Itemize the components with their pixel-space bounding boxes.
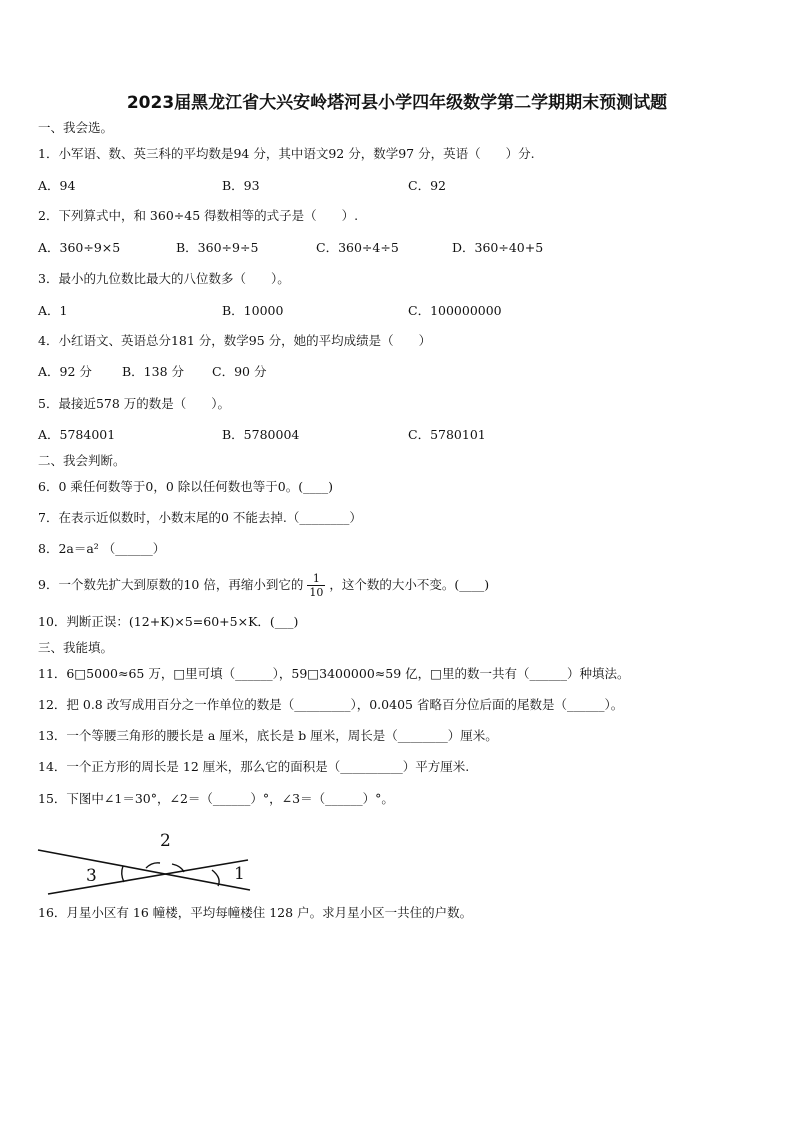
question-8: 8．2a＝a² （______） — [38, 541, 166, 556]
page-title: 2023届黑龙江省大兴安岭塔河县小学四年级数学第二学期期末预测试题 — [126, 93, 668, 113]
q1-option-b: B．93 — [222, 178, 260, 193]
question-16: 16．月星小区有 16 幢楼，平均每幢楼住 128 户。求月星小区一共住的户数。 — [38, 905, 473, 920]
q5-option-b: B．5780004 — [222, 427, 300, 442]
q4-option-a: A．92 分 — [38, 364, 92, 379]
q5-option-a: A．5784001 — [38, 427, 116, 442]
q2-option-b: B．360÷9÷5 — [176, 240, 259, 255]
fraction — [307, 572, 325, 599]
question-1: 1．小军语、数、英三科的平均数是94 分，其中语文92 分，数学97 分，英语（ ）分. — [38, 146, 535, 161]
section-heading-choice: 一、我会选。 — [38, 120, 114, 135]
fraction-numerator: 1 — [307, 572, 325, 586]
section-heading-fill: 三、我能填。 — [38, 640, 114, 655]
q2-option-d: D．360÷40+5 — [452, 240, 544, 255]
question-15: 15．下图中∠1＝30°，∠2＝（______）°，∠3＝（______）°。 — [38, 791, 394, 806]
intersecting-lines-figure — [36, 826, 256, 896]
q1-option-a: A．94 — [38, 178, 76, 193]
question-13: 13．一个等腰三角形的腰长是 a 厘米，底长是 b 厘米，周长是（________）厘米。 — [38, 728, 498, 743]
section-heading-judge: 二、我会判断。 — [38, 453, 126, 468]
q1-option-c: C．92 — [408, 178, 446, 193]
q5-option-c: C．5780101 — [408, 427, 486, 442]
question-2: 2．下列算式中，和 360÷45 得数相等的式子是（ ）. — [38, 208, 359, 223]
q3-option-b: B．10000 — [222, 303, 284, 318]
question-11: 11．6□5000≈65 万，□里可填（______），59□3400000≈59 亿，□里的数一共有（______）种填法。 — [38, 666, 630, 681]
question-12: 12．把 0.8 改写成用百分之一作单位的数是（_________），0.0405 省略百分位后面的尾数是（______）。 — [38, 697, 624, 712]
question-7: 7．在表示近似数时，小数末尾的0 不能去掉.（________） — [38, 510, 362, 525]
question-5: 5．最接近578 万的数是（ ）。 — [38, 396, 231, 411]
question-10: 10．判断正误：(12+K)×5=60+5×K．(___) — [38, 614, 299, 629]
question-9 — [38, 570, 489, 600]
q4-option-b: B．138 分 — [122, 364, 185, 379]
q3-option-a: A．1 — [38, 303, 68, 318]
question-3: 3．最小的九位数比最大的八位数多（ ）。 — [38, 271, 290, 286]
fraction-denominator: 10 — [309, 586, 324, 599]
angle-2-label: 2 — [160, 831, 171, 851]
angle-3-label: 3 — [86, 866, 97, 886]
question-4: 4．小红语文、英语总分181 分，数学95 分，她的平均成绩是（ ） — [38, 333, 432, 348]
question-14: 14．一个正方形的周长是 12 厘米，那么它的面积是（__________）平方厘米. — [38, 759, 470, 774]
angle-1-label: 1 — [234, 864, 245, 884]
q3-option-c: C．100000000 — [408, 303, 502, 318]
q9-text-after: ，这个数的大小不变。(____) — [329, 577, 490, 592]
q2-option-a: A．360÷9×5 — [38, 240, 121, 255]
q2-option-c: C．360÷4÷5 — [316, 240, 399, 255]
q9-text-before: 9．一个数先扩大到原数的10 倍，再缩小到它的 — [38, 577, 304, 592]
angle-3-arc — [122, 866, 124, 882]
angle-2-arc-left — [146, 863, 160, 868]
question-6: 6．0 乘任何数等于0，0 除以任何数也等于0。(____) — [38, 479, 333, 494]
q4-option-c: C．90 分 — [212, 364, 267, 379]
